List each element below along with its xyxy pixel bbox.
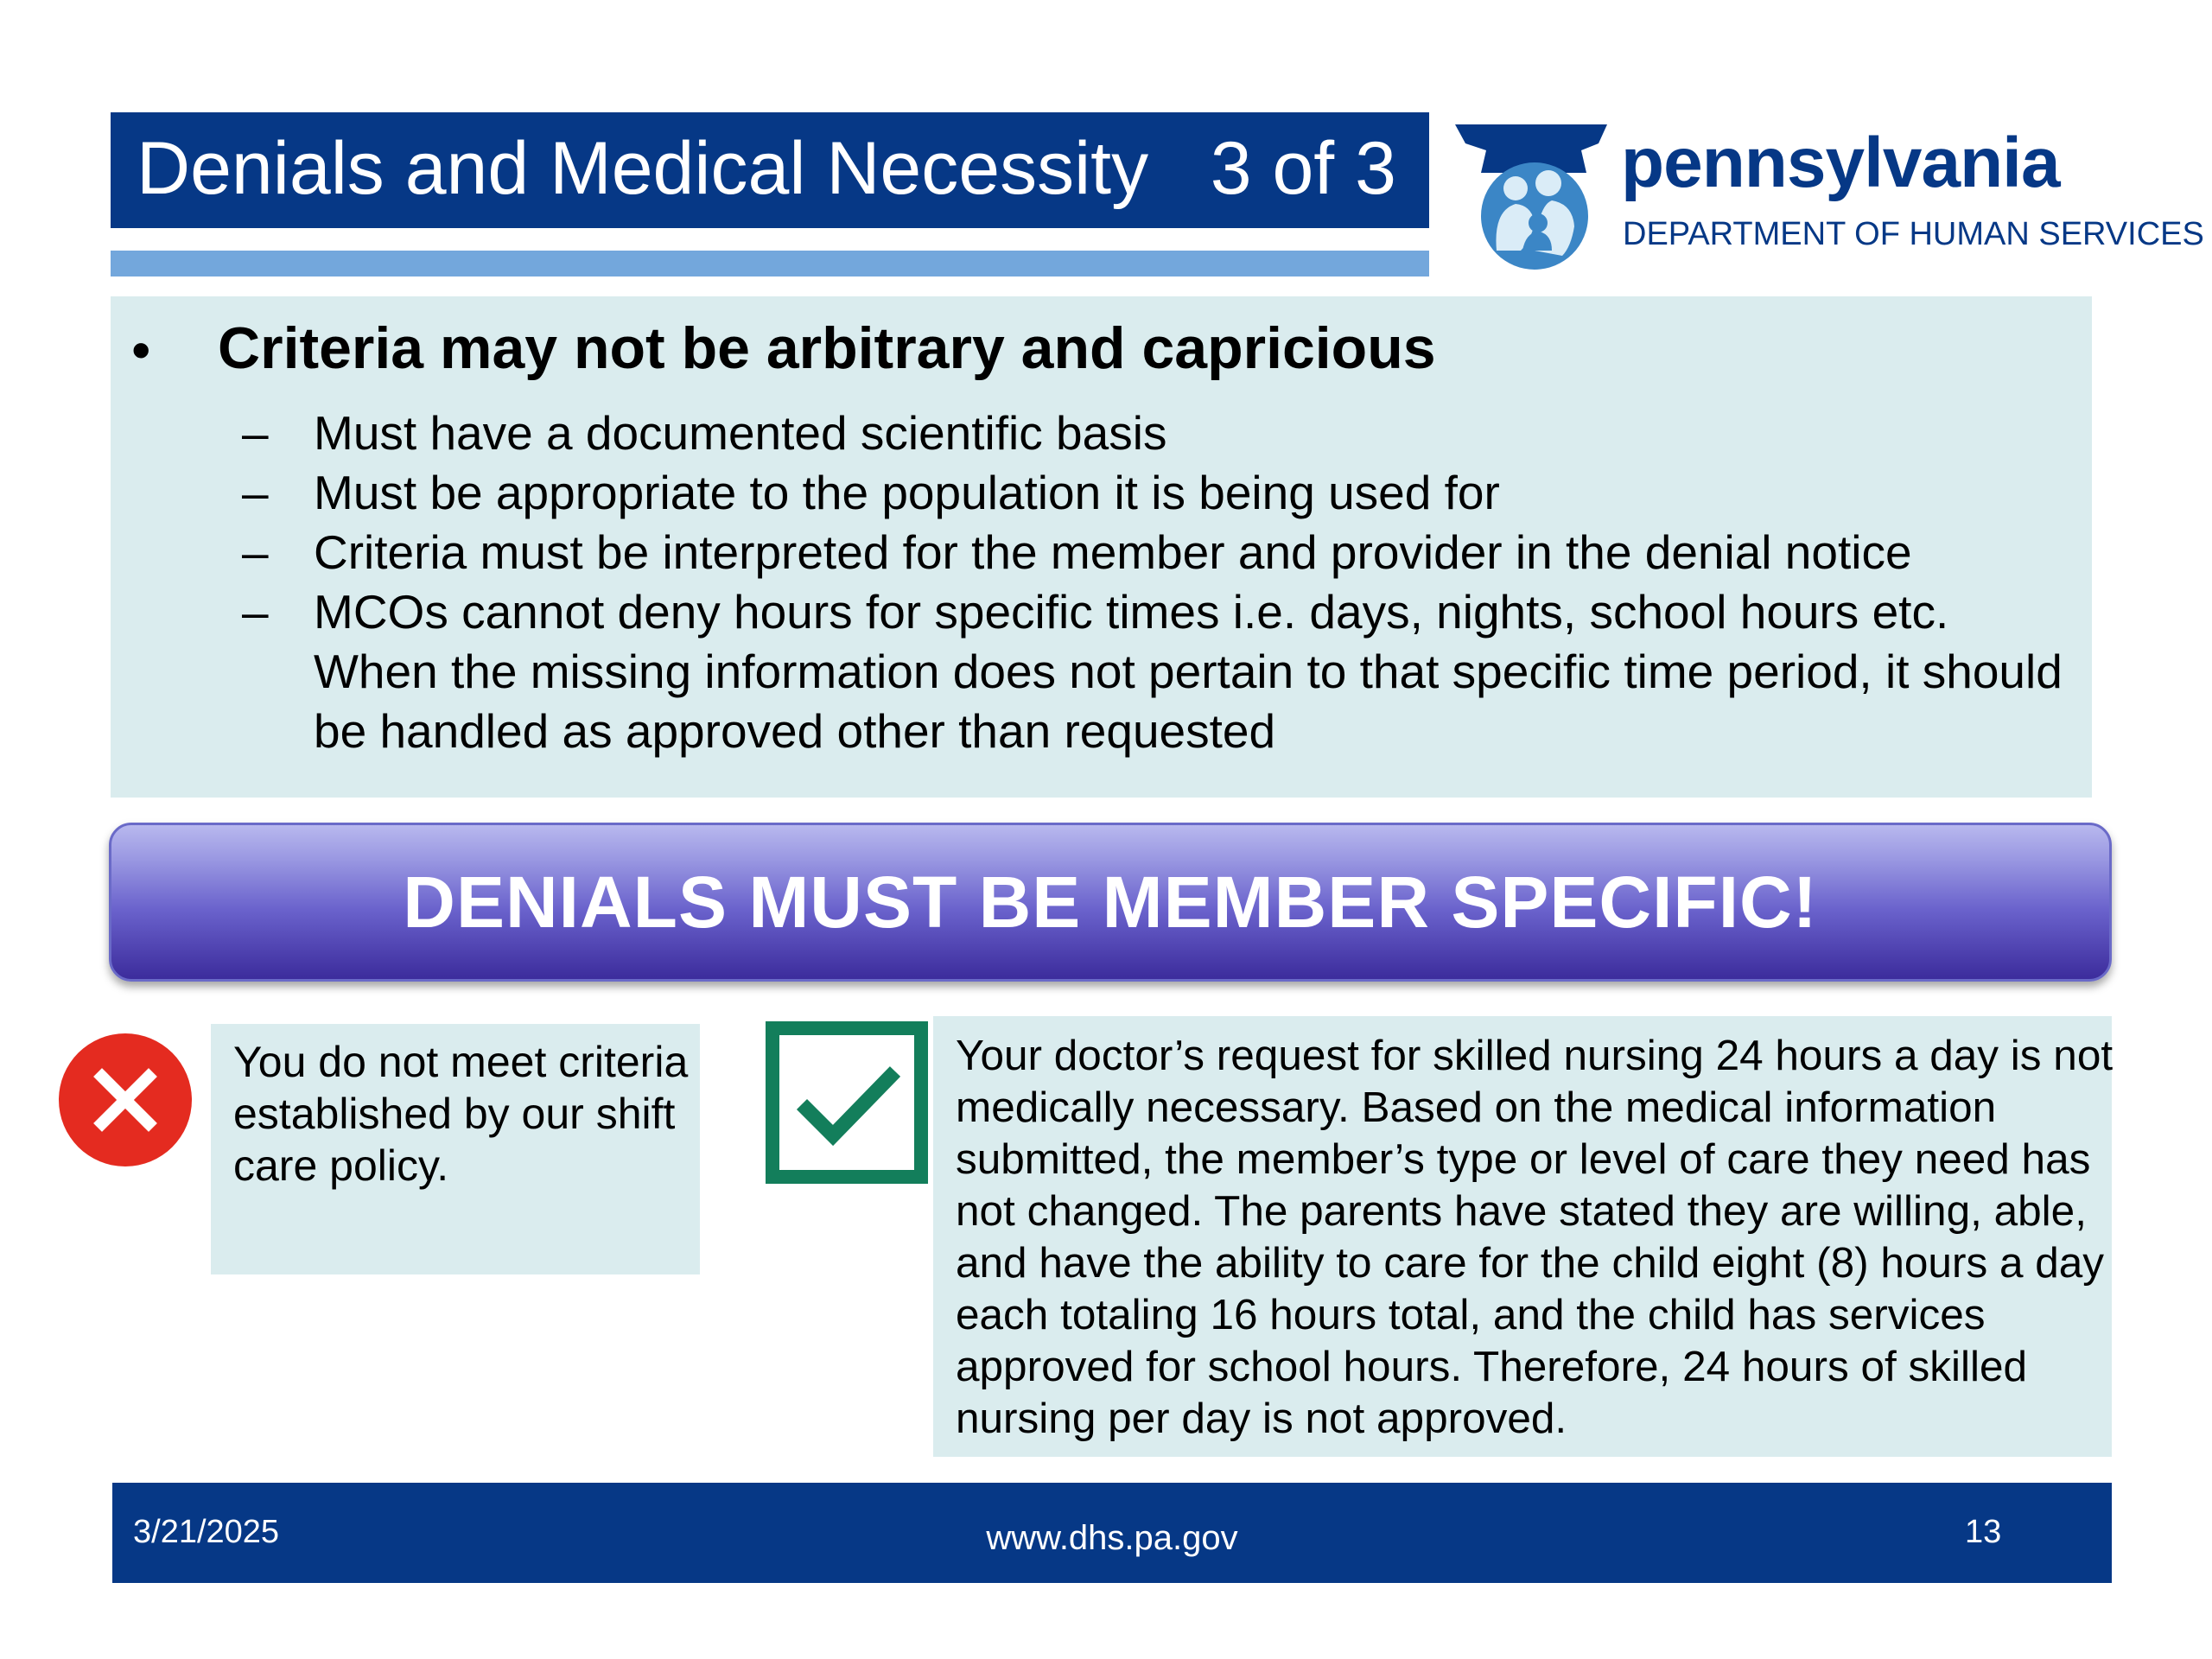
list-item-text: Must have a documented scientific basis xyxy=(314,406,1167,460)
keystone-family-icon xyxy=(1455,121,1607,270)
dash-marker: – xyxy=(242,525,269,579)
member-specific-banner xyxy=(109,823,2112,982)
criteria-heading: Criteria may not be arbitrary and capricious xyxy=(218,315,1436,381)
pa-dhs-logo xyxy=(1455,121,2204,276)
check-box-icon xyxy=(766,1021,928,1184)
bad-example-box xyxy=(211,1024,700,1274)
list-item-text: Criteria must be interpreted for the member and provider in the denial notice xyxy=(314,525,1912,579)
slide-title: Denials and Medical Necessity 3 of 3 xyxy=(137,127,1396,210)
logo-wordmark: pennsylvania xyxy=(1621,124,2060,202)
list-item xyxy=(111,523,2092,582)
criteria-panel xyxy=(111,296,2092,798)
dash-marker: – xyxy=(242,585,269,639)
page-number: 13 xyxy=(1965,1514,2002,1550)
good-example-text: Your doctor’s request for skilled nursing 24 hours a day is not medically necessary. Based on the medical information submitted, the member’s type or level of care they need has not changed. The parents have stated they are willing, able, and have the ability to care for the child eight (8) hours a day each totaling 16 hours total, and the child has services approved for school hours. Therefore, 24 hours of skilled nursing per day is not approved. xyxy=(956,1032,2113,1442)
list-item xyxy=(111,582,2092,761)
list-item xyxy=(111,463,2092,523)
list-item-text: MCOs cannot deny hours for specific times i.e. days, nights, school hours etc. When the missing information does not pertain to that specific time period, it should be handled as approved other than requested xyxy=(314,585,2063,758)
bad-example-text: You do not meet criteria established by our shift care policy. xyxy=(233,1038,689,1190)
list-item xyxy=(111,404,2092,463)
banner-text: DENIALS MUST BE MEMBER SPECIFIC! xyxy=(403,861,1818,943)
good-example-box xyxy=(933,1016,2112,1457)
dash-marker: – xyxy=(242,406,269,460)
dash-marker: – xyxy=(242,466,269,519)
slide-footer xyxy=(112,1483,2112,1583)
bullet-marker: • xyxy=(131,319,151,381)
x-circle-icon xyxy=(59,1033,192,1166)
footer-url: www.dhs.pa.gov xyxy=(986,1519,1238,1557)
footer-date: 3/21/2025 xyxy=(133,1514,280,1550)
slide-title-bar xyxy=(111,112,1429,228)
list-item-text: Must be appropriate to the population it is being used for xyxy=(314,466,1500,519)
title-accent-stripe xyxy=(111,251,1429,276)
logo-department: DEPARTMENT OF HUMAN SERVICES xyxy=(1623,216,2204,252)
criteria-list xyxy=(111,404,2092,761)
